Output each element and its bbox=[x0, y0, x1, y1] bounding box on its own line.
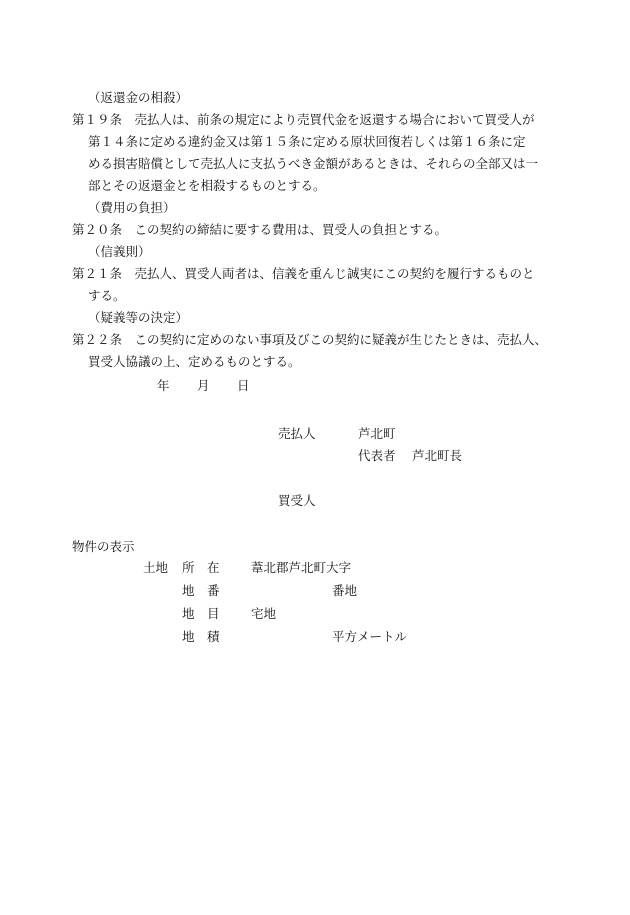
article-heading: （費用の負担） bbox=[88, 200, 176, 215]
article-line: する。 bbox=[88, 288, 126, 303]
property-lot-label: 地 番 bbox=[182, 583, 220, 598]
article-heading: （返還金の相殺） bbox=[88, 90, 189, 105]
seller-label: 売払人 bbox=[278, 426, 316, 441]
article-line: める損害賠償として売払人に支払うべき金額があるときは、それらの全部又は一 bbox=[88, 156, 539, 171]
date-month: 月 bbox=[197, 378, 210, 393]
article-heading: （信義則） bbox=[88, 244, 151, 259]
article-heading: （疑義等の決定） bbox=[88, 310, 189, 325]
buyer-label: 買受人 bbox=[278, 493, 316, 508]
article-line: 第１４条に定める違約金又は第１５条に定める原状回復若しくは第１６条に定 bbox=[88, 134, 526, 149]
property-area-value: 平方メートル bbox=[332, 629, 408, 644]
seller-name: 芦北町 bbox=[358, 426, 396, 441]
article-line: 第２２条 この契約に定めのない事項及びこの契約に疑義が生じたときは、売払人、 bbox=[72, 332, 548, 347]
seller-rep-label: 代表者 bbox=[358, 448, 396, 463]
seller-rep-name: 芦北町長 bbox=[412, 448, 463, 463]
date-day: 日 bbox=[237, 378, 250, 393]
property-use-label: 地 目 bbox=[182, 606, 220, 621]
property-area-label: 地 積 bbox=[182, 629, 220, 644]
property-category: 土地 bbox=[143, 560, 169, 575]
article-line: 第２０条 この契約の締結に要する費用は、買受人の負担とする。 bbox=[72, 222, 448, 237]
article-line: 第２１条 売払人、買受人両者は、信義を重んじ誠実にこの契約を履行するものと bbox=[72, 266, 535, 281]
article-line: 買受人協議の上、定めるものとする。 bbox=[88, 354, 301, 369]
property-lot-value: 番地 bbox=[332, 583, 358, 598]
date-year: 年 bbox=[157, 378, 170, 393]
property-use-value: 宅地 bbox=[251, 606, 277, 621]
property-location-value: 葦北郡芦北町大字 bbox=[251, 560, 352, 575]
property-location-label: 所 在 bbox=[182, 560, 220, 575]
article-line: 第１９条 売払人は、前条の規定により売買代金を返還する場合において買受人が bbox=[72, 112, 535, 127]
property-title: 物件の表示 bbox=[72, 539, 135, 554]
article-line: 部とその返還金とを相殺するものとする。 bbox=[88, 178, 326, 193]
